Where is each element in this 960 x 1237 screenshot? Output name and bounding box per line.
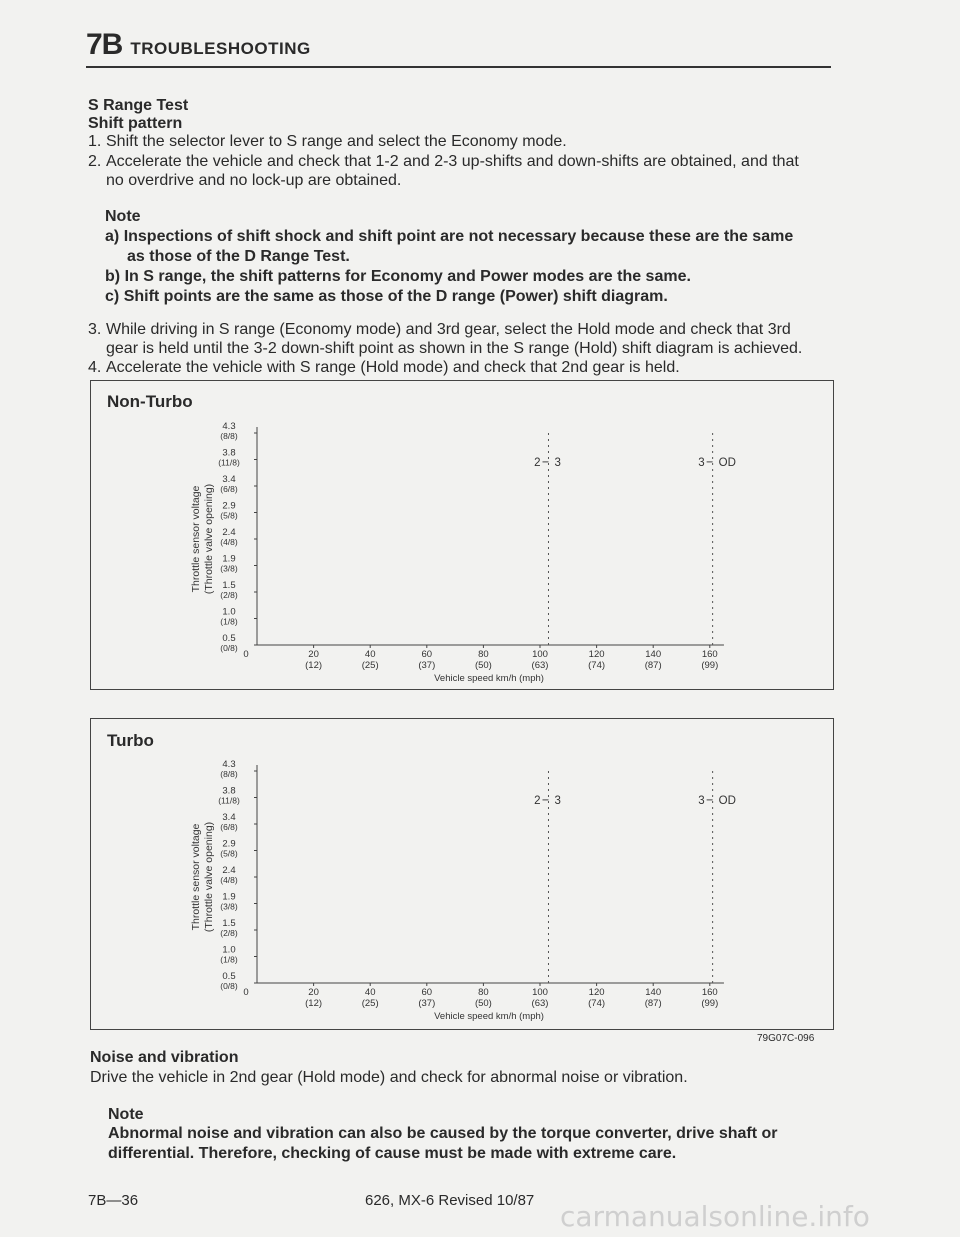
step-4 <box>88 358 833 377</box>
x-tick-label: 40 <box>364 649 376 660</box>
chart-title: Non-Turbo <box>107 392 193 411</box>
x-axis-title: Vehicle speed km/h (mph) <box>434 1011 544 1022</box>
y-tick-label: 4.3 <box>222 759 236 770</box>
y-tick-sublabel: (2/8) <box>220 928 238 938</box>
x-tick-label: 100 <box>532 987 548 998</box>
y-tick-label: 4.3 <box>222 421 236 432</box>
y-tick-label: 2.9 <box>222 838 236 850</box>
note-line: differential. Therefore, checking of cause must be made with extreme care. <box>108 1145 677 1162</box>
note-label: c) <box>105 288 120 305</box>
chart-title: Turbo <box>107 731 154 750</box>
note-list <box>105 227 840 307</box>
step-line: While driving in S range (Economy mode) and 3rd gear, select the Hold mode and check that 3rd <box>106 321 791 338</box>
y-tick-sublabel: (3/8) <box>220 563 238 574</box>
shift-label-from: 3 <box>698 456 705 469</box>
y-tick-sublabel: (4/8) <box>220 875 238 885</box>
shift-label-from: 2 <box>534 456 541 469</box>
x-tick-label: 120 <box>588 987 605 998</box>
shift-label-from: 3 <box>698 794 705 807</box>
y-tick-label: 1.9 <box>222 891 236 903</box>
chart-box-non-turbo <box>90 380 834 690</box>
shift-diagram-non-turbo <box>91 381 833 689</box>
step-number: 1. <box>88 133 102 150</box>
x-tick-sublabel: (50) <box>474 660 492 671</box>
y-tick-label: 3.4 <box>222 474 236 485</box>
x-tick-label: 20 <box>308 987 319 998</box>
note-line: Shift points are the same as those of the D range (Power) shift diagram. <box>123 288 668 305</box>
y-tick-label: 2.4 <box>222 865 236 876</box>
shift-label-from: 2 <box>534 794 541 807</box>
x-tick-label: 60 <box>421 987 433 998</box>
note-label: b) <box>105 268 121 285</box>
y-tick-label: 3.8 <box>222 785 236 797</box>
step-number: 2. <box>88 153 102 170</box>
step-line: no overdrive and no lock-up are obtained. <box>106 172 402 189</box>
x-tick-label: 140 <box>645 987 662 998</box>
step-line: Accelerate the vehicle with S range (Hold mode) and check that 2nd gear is held. <box>106 359 680 376</box>
x-tick-sublabel: (74) <box>588 998 606 1009</box>
shift-diagram-turbo <box>91 719 833 1029</box>
y-tick-label: 2.9 <box>222 500 236 512</box>
note-line: Abnormal noise and vibration can also be caused by the torque converter, drive shaft or <box>108 1125 778 1142</box>
x-tick-sublabel: (37) <box>418 998 436 1009</box>
y-tick-label: 1.0 <box>222 606 236 618</box>
step-line: gear is held until the 3-2 down-shift point as shown in the S range (Hold) shift diagram is achieved. <box>106 340 803 357</box>
section-title: TROUBLESHOOTING <box>130 39 311 58</box>
y-tick-sublabel: (5/8) <box>220 510 238 521</box>
step-line: Shift the selector lever to S range and select the Economy mode. <box>106 133 567 150</box>
y-tick-label: 1.5 <box>222 918 236 929</box>
y-tick-sublabel: (11/8) <box>218 795 240 806</box>
note-heading: Note <box>105 208 141 225</box>
section-number: 7B <box>86 28 123 61</box>
y-tick-sublabel: (0/8) <box>220 981 238 991</box>
y-tick-label: 0.5 <box>222 971 236 982</box>
note-line: Inspections of shift shock and shift point are not necessary because these are the same <box>123 228 794 245</box>
shift-label-to: 3 <box>554 456 561 469</box>
x-tick-sublabel: (74) <box>588 660 606 671</box>
y-tick-sublabel: (3/8) <box>220 901 238 912</box>
x-tick-sublabel: (25) <box>361 998 379 1009</box>
y-tick-sublabel: (8/8) <box>220 769 238 779</box>
y-tick-sublabel: (0/8) <box>220 643 238 653</box>
shift-pattern-subtitle: Shift pattern <box>88 115 183 132</box>
y-tick-label: 1.0 <box>222 944 236 956</box>
x-tick-label: 140 <box>645 649 662 660</box>
y-tick-label: 3.4 <box>222 812 236 823</box>
shift-label-to: 3 <box>554 794 561 807</box>
y-tick-sublabel: (6/8) <box>220 822 238 832</box>
y-tick-label: 1.5 <box>222 580 236 591</box>
x-tick-sublabel: (63) <box>531 660 549 671</box>
x-tick-label: 0 <box>243 649 249 660</box>
x-tick-sublabel: (87) <box>644 660 662 671</box>
chart-box-turbo <box>90 718 834 1030</box>
step-2 <box>88 152 833 190</box>
x-tick-label: 100 <box>532 649 548 660</box>
y-axis-subtitle: (Throttle valve opening) <box>203 483 215 595</box>
x-tick-label: 20 <box>308 649 319 660</box>
x-tick-label: 60 <box>421 649 433 660</box>
y-tick-sublabel: (8/8) <box>220 431 238 441</box>
note-line: as those of the D Range Test. <box>127 248 350 265</box>
shift-label-to: OD <box>718 456 736 469</box>
shift-label-to: OD <box>718 794 736 807</box>
x-tick-label: 120 <box>588 649 605 660</box>
y-tick-sublabel: (2/8) <box>220 590 238 600</box>
revision-label: 626, MX-6 Revised 10/87 <box>365 1192 535 1209</box>
x-tick-sublabel: (25) <box>361 660 379 671</box>
noise-text: Drive the vehicle in 2nd gear (Hold mode) and check for abnormal noise or vibration. <box>90 1069 688 1086</box>
x-tick-sublabel: (37) <box>418 660 436 671</box>
y-tick-label: 0.5 <box>222 633 236 644</box>
x-axis-title: Vehicle speed km/h (mph) <box>434 673 544 684</box>
y-tick-sublabel: (1/8) <box>220 954 238 965</box>
note-item-b <box>105 267 840 287</box>
figure-code: 79G07C-096 <box>757 1033 815 1044</box>
header-rule <box>86 66 831 68</box>
s-range-title: S Range Test <box>88 97 189 114</box>
x-tick-sublabel: (50) <box>474 998 492 1009</box>
y-tick-sublabel: (5/8) <box>220 848 238 859</box>
x-tick-sublabel: (12) <box>305 998 323 1009</box>
page-number: 7B—36 <box>88 1192 139 1209</box>
step-number: 4. <box>88 359 102 376</box>
y-axis-title: Throttle sensor voltage <box>190 485 202 593</box>
x-tick-label: 80 <box>478 987 489 998</box>
y-tick-sublabel: (1/8) <box>220 616 238 627</box>
y-tick-label: 2.4 <box>222 527 236 538</box>
x-tick-label: 80 <box>478 649 489 660</box>
noise-title: Noise and vibration <box>90 1049 239 1066</box>
noise-note-body <box>108 1124 843 1164</box>
note-heading: Note <box>108 1106 144 1123</box>
x-tick-sublabel: (12) <box>305 660 323 671</box>
watermark: carmanualsonline.info <box>560 1200 870 1233</box>
x-tick-sublabel: (99) <box>701 660 719 671</box>
note-item-a <box>105 227 840 247</box>
x-tick-sublabel: (87) <box>644 998 662 1009</box>
x-tick-sublabel: (99) <box>701 998 719 1009</box>
step-line: Accelerate the vehicle and check that 1-2 and 2-3 up-shifts and down-shifts are obtained, and that <box>106 153 799 170</box>
x-tick-label: 40 <box>364 987 376 998</box>
x-tick-label: 160 <box>701 987 718 998</box>
y-tick-sublabel: (11/8) <box>218 457 240 468</box>
step-3 <box>88 320 833 358</box>
y-tick-label: 1.9 <box>222 553 236 565</box>
y-tick-sublabel: (4/8) <box>220 537 238 547</box>
step-number: 3. <box>88 321 102 338</box>
x-tick-sublabel: (63) <box>531 998 549 1009</box>
page-header <box>86 28 311 62</box>
step-1 <box>88 132 833 151</box>
note-line: In S range, the shift patterns for Economy and Power modes are the same. <box>124 268 691 285</box>
y-axis-title: Throttle sensor voltage <box>190 823 202 931</box>
y-tick-sublabel: (6/8) <box>220 484 238 494</box>
note-label: a) <box>105 228 120 245</box>
x-tick-label: 160 <box>701 649 718 660</box>
x-tick-label: 0 <box>243 987 249 998</box>
y-axis-subtitle: (Throttle valve opening) <box>203 821 215 933</box>
y-tick-label: 3.8 <box>222 447 236 459</box>
note-item-c <box>105 287 840 307</box>
